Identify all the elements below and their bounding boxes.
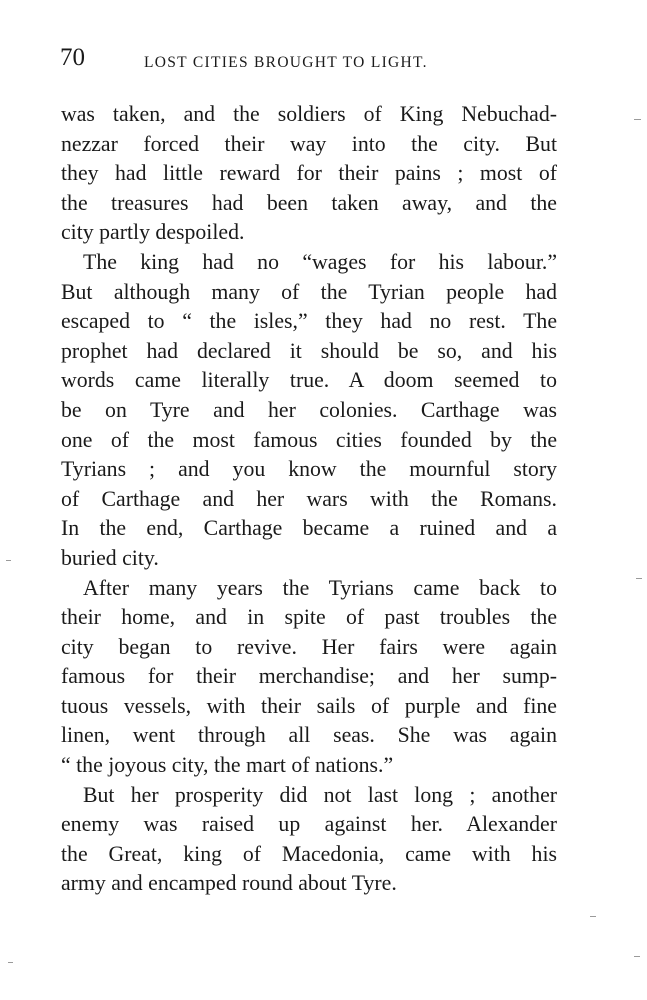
text-line: escaped to “ the isles,” they had no rest. The bbox=[61, 309, 557, 334]
page-header bbox=[60, 44, 570, 78]
text-line: of Carthage and her wars with the Romans. bbox=[61, 486, 557, 511]
text-line: was taken, and the soldiers of King Nebuchad- bbox=[61, 102, 557, 126]
text-line: buried city. bbox=[61, 545, 159, 570]
text-line: But although many of the Tyrian people had bbox=[61, 279, 557, 304]
text-line: their home, and in spite of past troubles the bbox=[61, 605, 557, 630]
scan-speck bbox=[634, 956, 640, 957]
scan-speck bbox=[8, 962, 13, 963]
text-line: After many years the Tyrians came back to bbox=[83, 575, 557, 600]
body-text bbox=[61, 100, 557, 899]
text-line: famous for their merchandise; and her sump- bbox=[61, 664, 557, 689]
text-line: they had little reward for their pains ; most of bbox=[61, 161, 557, 186]
text-line: words came literally true. A doom seemed to bbox=[61, 368, 557, 393]
text-line: enemy was raised up against her. Alexander bbox=[61, 812, 557, 837]
text-line: city partly despoiled. bbox=[61, 220, 245, 245]
text-line: the treasures had been taken away, and the bbox=[61, 190, 557, 215]
text-line: linen, went through all seas. She was again bbox=[61, 723, 557, 748]
text-line: nezzar forced their way into the city. But bbox=[61, 131, 557, 156]
text-line: Tyrians ; and you know the mournful story bbox=[61, 457, 557, 482]
scan-speck bbox=[636, 578, 642, 579]
scan-speck bbox=[590, 916, 596, 917]
text-line: one of the most famous cities founded by the bbox=[61, 427, 557, 452]
text-line: In the end, Carthage became a ruined and a bbox=[61, 516, 557, 541]
scan-speck bbox=[6, 560, 11, 561]
text-line: army and encamped round about Tyre. bbox=[61, 871, 397, 896]
page-number: 70 bbox=[60, 44, 85, 71]
scan-speck bbox=[634, 119, 641, 120]
text-line: be on Tyre and her colonies. Carthage was bbox=[61, 397, 557, 422]
text-line: But her prosperity did not last long ; another bbox=[83, 782, 557, 807]
text-line: prophet had declared it should be so, and his bbox=[61, 338, 557, 363]
text-line: city began to revive. Her fairs were again bbox=[61, 634, 557, 659]
text-line: the Great, king of Macedonia, came with his bbox=[61, 841, 557, 866]
running-title: LOST CITIES BROUGHT TO LIGHT. bbox=[144, 54, 428, 71]
text-line: The king had no “wages for his labour.” bbox=[83, 249, 557, 274]
text-line: tuous vessels, with their sails of purple and fine bbox=[61, 693, 557, 718]
text-line: “ the joyous city, the mart of nations.” bbox=[61, 753, 394, 778]
